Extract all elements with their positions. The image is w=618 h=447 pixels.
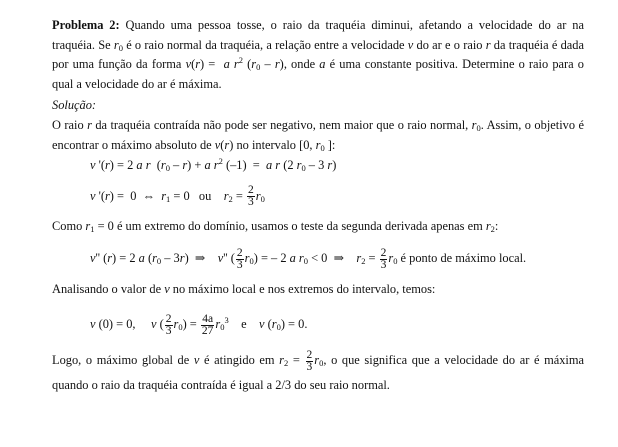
equation-values: v (0) = 0, v ( $\frac{2}{3}$ $r_0$) = $\frac{4a}{27}$ $r_0^3$ e v $(r_0) = 0$. <box>90 312 308 337</box>
var-r: r <box>485 37 491 52</box>
solution-paragraph-1: O raio r da traquéia contraída não pode ser negativo, nem maior que o raio normal, $r_0$. Assim, o objetivo é encontrar o máximo absoluto de v(r) no intervalo [0, $r_0$ ]: <box>52 117 584 153</box>
equation-second-derivative: v'' (r) = 2 a $(r_0 - 3r)$ ⇒ v'' ( $\frac{2}{3}$ $r_0$) = – 2 a $r_0 < 0$ ⇒ $r_2$ = $\frac{2}{3}$ $r_0$ é ponto de máximo local. <box>90 247 527 271</box>
problem-text-5: , onde <box>283 57 320 72</box>
problem-text-4: da traquéia é dada por uma função da forma <box>52 37 584 72</box>
solution-label: Solução: <box>52 98 97 113</box>
var-a: a <box>319 57 326 72</box>
equation-critical-points: v '(r) = 0 ⇔ $r_1 = 0$ ou $r_2$ = $\frac{2}{3}$ $r_0$ <box>90 184 265 209</box>
problem-text-1: Quando uma pessoa tosse, o raio da traquéia diminui, afetando a velocidade do ar na traquéia. Se <box>52 18 584 52</box>
problem-text-6: é uma constante positiva. Determine o raio para o qual a velocidade do ar é máxima. <box>52 57 584 91</box>
problem-text-3: do ar e o raio <box>413 37 486 52</box>
problem-statement: Problema 2: Quando uma pessoa tosse, o raio da traquéia diminui, afetando a velocidade do ar na traquéia. Se $r_0$ é o raio normal da traquéia, a relação entre a velocidade v do ar e o raio r da traquéia é dada por uma função da forma v(r) = a $r^2$ $(r_0 - r)$, onde a é uma constante positiva. Determine o raio para o qual a velocidade do ar é máxima. <box>52 18 584 91</box>
solution-conclusion: Logo, o máximo global de v é atingido em $r_2$ = $\frac{2}{3}$ $r_0$, o que significa que a velocidade do ar é máxima quando o raio da traquéia contraída é igual a 2/3 do seu raio normal. <box>52 348 585 392</box>
solution-paragraph-2: Como $r_1 = 0$ é um extremo do domínio, usamos o teste da segunda derivada apenas em $r_2$: <box>52 218 499 234</box>
document-page <box>52 16 584 397</box>
fraction-two-thirds: $\frac{2}{3}$ <box>247 184 254 209</box>
var-v: v <box>407 37 414 52</box>
problem-heading: Problema 2: <box>52 18 120 32</box>
problem-text-2: é o raio normal da traquéia, a relação entre a velocidade <box>122 37 408 52</box>
solution-paragraph-3: Analisando o valor de v no máximo local e nos extremos do intervalo, temos: <box>52 282 436 297</box>
equation-derivative: v '(r) = 2 a r $(r_0 - r) + a$ $r^2$ (–1) = a r (2 $r_0 - 3$ r) <box>90 156 337 174</box>
